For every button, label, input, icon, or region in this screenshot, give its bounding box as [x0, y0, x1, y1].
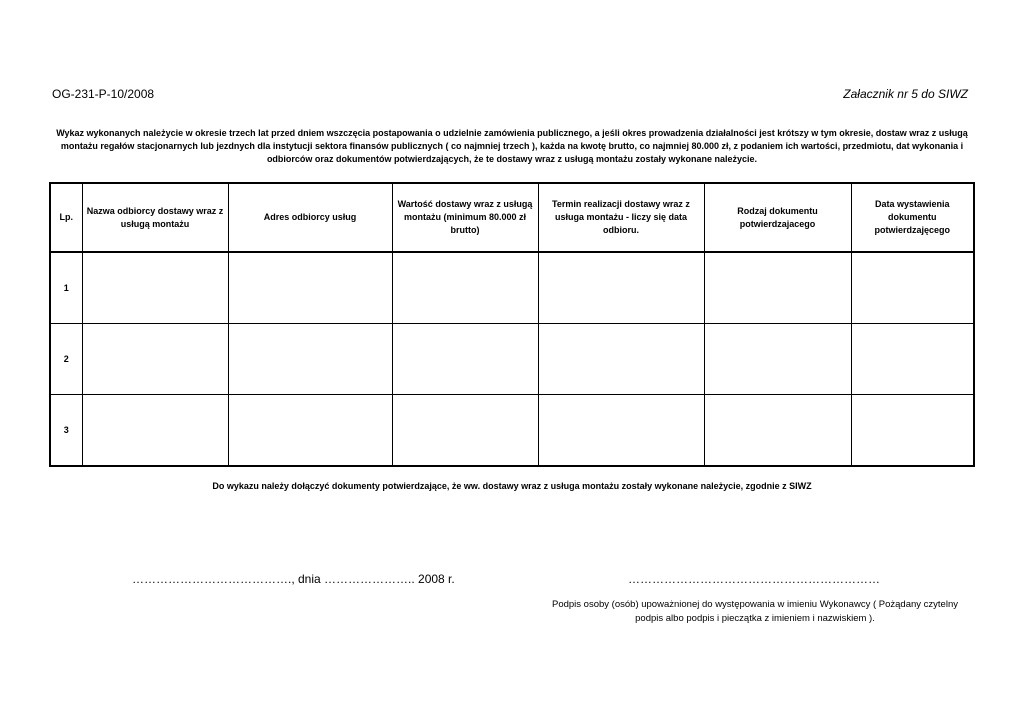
document-reference: OG-231-P-10/2008	[52, 87, 155, 101]
cell-recipient-name[interactable]	[82, 395, 228, 467]
header-lp: Lp.	[50, 183, 82, 252]
header-document-date: Data wystawienia dokumentu potwierdzajęcego	[851, 183, 974, 252]
cell-document-date[interactable]	[851, 252, 974, 324]
header-recipient-name: Nazwa odbiorcy dostawy wraz z usługą montażu	[82, 183, 228, 252]
table-row	[50, 252, 974, 324]
cell-document-type[interactable]	[704, 395, 851, 467]
cell-completion-date[interactable]	[538, 395, 704, 467]
cell-delivery-value[interactable]	[392, 324, 538, 395]
attachment-note: Do wykazu należy dołączyć dokumenty potwierdzające, że ww. dostawy wraz z usługa montażu zostały wykonane należycie, zgodnie z SIWZ	[212, 481, 812, 491]
table-header-row	[50, 183, 974, 252]
annex-label: Załacznik nr 5 do SIWZ	[843, 87, 968, 101]
cell-recipient-address[interactable]	[228, 395, 392, 467]
cell-completion-date[interactable]	[538, 324, 704, 395]
signature-line: ………………………………………………………	[628, 572, 880, 586]
cell-recipient-name[interactable]	[82, 252, 228, 324]
cell-document-date[interactable]	[851, 324, 974, 395]
cell-recipient-address[interactable]	[228, 252, 392, 324]
row-number: 1	[50, 252, 82, 324]
cell-delivery-value[interactable]	[392, 395, 538, 467]
row-number: 2	[50, 324, 82, 395]
cell-document-type[interactable]	[704, 252, 851, 324]
header-completion-date: Termin realizacji dostawy wraz z usługa montażu - liczy się data odbioru.	[538, 183, 704, 252]
header-delivery-value: Wartość dostawy wraz z usługą montażu (minimum 80.000 zł brutto)	[392, 183, 538, 252]
table-row	[50, 395, 974, 467]
table-row	[50, 324, 974, 395]
cell-recipient-address[interactable]	[228, 324, 392, 395]
place-date-line: …………………………………., dnia ………………….. 2008 r.	[132, 572, 455, 586]
deliveries-table	[49, 182, 975, 467]
header-document-type: Rodzaj dokumentu potwierdzajacego	[704, 183, 851, 252]
cell-document-date[interactable]	[851, 395, 974, 467]
cell-recipient-name[interactable]	[82, 324, 228, 395]
cell-delivery-value[interactable]	[392, 252, 538, 324]
row-number: 3	[50, 395, 82, 467]
cell-completion-date[interactable]	[538, 252, 704, 324]
intro-text: Wykaz wykonanych należycie w okresie trzech lat przed dniem wszczęcia postapowania o udzielnie zamówienia publicznego, a jeśli okres prowadzenia działalności jest krótszy w tym okresie, dostaw wraz z usługą montażu regałów stacjonarnych lub jezdnych dla instytucji sektora finansów publicznych ( co najmniej trzech ), każda na kwotę brutto, co najmniej 80.000 zł, z podaniem ich wartości, przedmiotu, dat wykonania i odbiorców oraz dokumentów potwierdzających, że te dostawy wraz z usługą montażu zostały wykonane należycie.	[56, 128, 968, 164]
header-recipient-address: Adres odbiorcy usług	[228, 183, 392, 252]
signature-caption: Podpis osoby (osób) upoważnionej do występowania w imieniu Wykonawcy ( Pożądany czytelny podpis albo podpis i pieczątka z imieniem i nazwiskiem ).	[552, 599, 958, 624]
cell-document-type[interactable]	[704, 324, 851, 395]
